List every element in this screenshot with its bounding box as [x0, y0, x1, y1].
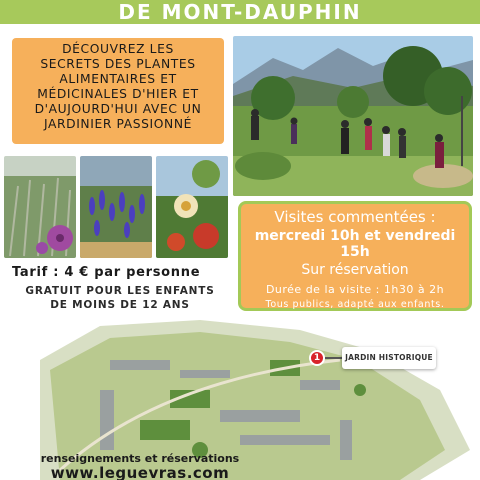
map-marker-pin: 1: [309, 350, 325, 366]
gratuit-line-2: DE MOINS DE 12 ANS: [50, 299, 190, 311]
contact-url-link[interactable]: www.leguevras.com: [50, 464, 230, 480]
visits-title: Visites commentées :: [274, 208, 436, 226]
map-marker-connector: [325, 357, 343, 359]
gratuit-line-1: GRATUIT POUR LES ENFANTS: [25, 285, 215, 297]
visits-days: mercredi 10h et vendredi 15h: [254, 228, 456, 260]
page-title: DE MONT-DAUPHIN: [118, 0, 362, 24]
flower-illustration: [156, 156, 228, 258]
visits-box: [238, 201, 472, 311]
visits-duration: Durée de la visite : 1h30 à 2h: [265, 283, 445, 296]
plant-photo-flower: [156, 156, 228, 258]
plant-photo-mallow: [4, 156, 76, 258]
map-marker-label: JARDIN HISTORIQUE: [342, 347, 436, 369]
plant-photo-lavender: [80, 156, 152, 258]
tarif-text: Tarif : 4 € par personne: [12, 265, 201, 280]
gratuit-text: [6, 284, 234, 312]
intro-line-3: ALIMENTAIRES ET: [59, 72, 177, 86]
garden-visit-photo: [233, 36, 473, 196]
intro-line-1: DÉCOUVREZ LES: [62, 42, 174, 56]
contact-label: renseignements et réservations: [40, 452, 240, 465]
intro-box: [12, 38, 224, 144]
intro-line-2: SECRETS DES PLANTES: [40, 57, 196, 71]
lavender-illustration: [80, 156, 152, 258]
mallow-illustration: [4, 156, 76, 258]
visits-reservation: Sur réservation: [301, 262, 409, 278]
garden-visit-illustration: [233, 36, 473, 196]
intro-line-4: MÉDICINALES D'HIER ET: [37, 87, 199, 101]
intro-line-5: D'AUJOURD'HUI AVEC UN: [34, 102, 202, 116]
intro-line-6: JARDINIER PASSIONNÉ: [43, 117, 193, 131]
visits-audience: Tous publics, adapté aux enfants.: [265, 299, 445, 310]
